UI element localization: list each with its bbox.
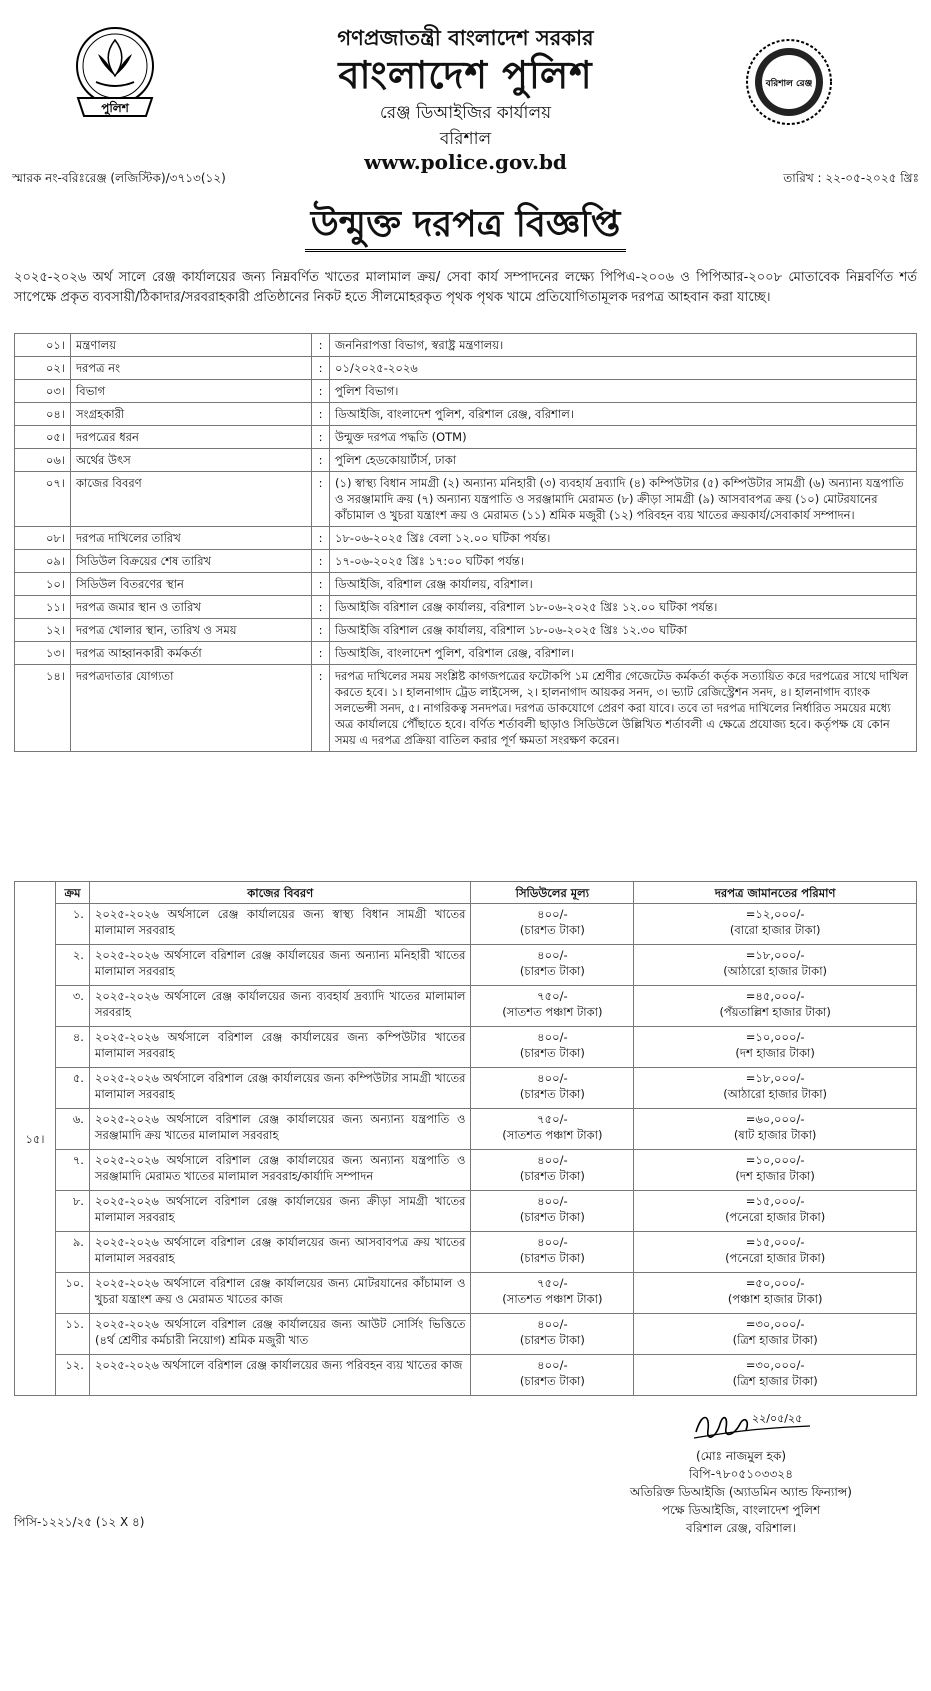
item-security-deposit bbox=[634, 1191, 917, 1232]
item-schedule-price bbox=[471, 1150, 634, 1191]
info-number: ০৫। bbox=[15, 426, 71, 449]
security-amount: =১৮,০০০/- bbox=[745, 1071, 805, 1085]
info-colon: : bbox=[312, 426, 330, 449]
memo-number: স্মারক নং-বরিঃরেঞ্জ (লজিস্টিক)/৩৭১৩(১২) bbox=[12, 171, 226, 185]
info-number: ১০। bbox=[15, 573, 71, 596]
schedule-price-amount: ৪০০/- bbox=[537, 1317, 568, 1331]
info-number: ১১। bbox=[15, 596, 71, 619]
item-security-deposit bbox=[634, 1273, 917, 1314]
header-description: কাজের বিবরণ bbox=[89, 882, 471, 904]
info-value: জননিরাপত্তা বিভাগ, স্বরাষ্ট্র মন্ত্রণালয়। bbox=[330, 334, 917, 357]
info-value: ডিআইজি বরিশাল রেঞ্জ কার্যালয়, বরিশাল ১৮-০৬-২০২৫ খ্রিঃ ১২.৩০ ঘটিকা bbox=[330, 619, 917, 642]
tender-items-table bbox=[14, 881, 917, 1396]
item-description: ২০২৫-২০২৬ অর্থসালে বরিশাল রেঞ্জ কার্যালয়ের জন্য অন্যান্য মনিহারী খাতের মালামাল সরবরাহ bbox=[89, 945, 471, 986]
info-number: ১৪। bbox=[15, 665, 71, 752]
header-serial: ক্রম bbox=[55, 882, 89, 904]
schedule-price-words: (চারশত টাকা) bbox=[519, 964, 585, 978]
item-schedule-price bbox=[471, 904, 634, 945]
item-row bbox=[15, 1109, 917, 1150]
item-description: ২০২৫-২০২৬ অর্থসালে রেঞ্জ কার্যালয়ের জন্য ব্যবহার্য দ্রব্যাদি খাতের মালামাল সরবরাহ bbox=[89, 986, 471, 1027]
info-value: ডিআইজি, বাংলাদেশ পুলিশ, বরিশাল রেঞ্জ, বরিশাল। bbox=[330, 403, 917, 426]
info-row bbox=[15, 426, 917, 449]
notice-title-text: উন্মুক্ত দরপত্র বিজ্ঞপ্তি bbox=[305, 204, 627, 252]
item-security-deposit bbox=[634, 1068, 917, 1109]
item-security-deposit bbox=[634, 1314, 917, 1355]
item-description: ২০২৫-২০২৬ অর্থসালে বরিশাল রেঞ্জ কার্যালয়ের জন্য আসবাবপত্র ক্রয় খাতের মালামাল সরবরাহ bbox=[89, 1232, 471, 1273]
item-description: ২০২৫-২০২৬ অর্থসালে বরিশাল রেঞ্জ কার্যালয়ের জন্য কম্পিউটার খাতের মালামাল সরবরাহ bbox=[89, 1027, 471, 1068]
security-words: (পনেরো হাজার টাকা) bbox=[725, 1210, 826, 1224]
info-colon: : bbox=[312, 472, 330, 527]
info-colon: : bbox=[312, 642, 330, 665]
schedule-price-words: (সাতশত পঞ্চাশ টাকা) bbox=[502, 1005, 603, 1019]
schedule-price-amount: ৪০০/- bbox=[537, 1071, 568, 1085]
officer-office: বরিশাল রেঞ্জ, বরিশাল। bbox=[686, 1521, 796, 1535]
item-security-deposit bbox=[634, 1027, 917, 1068]
item-security-deposit bbox=[634, 904, 917, 945]
signature-date: ২২/০৫/২৫ bbox=[752, 1412, 803, 1425]
office-name: রেঞ্জ ডিআইজির কার্যালয় bbox=[379, 103, 552, 123]
info-label: মন্ত্রণালয় bbox=[71, 334, 312, 357]
info-colon: : bbox=[312, 334, 330, 357]
security-amount: =৩০,০০০/- bbox=[745, 1358, 805, 1372]
item-serial: ৫. bbox=[55, 1068, 89, 1109]
item-schedule-price bbox=[471, 1109, 634, 1150]
security-amount: =১৫,০০০/- bbox=[745, 1194, 805, 1208]
print-code: পিসি-১২২১/২৫ (১২ X ৪) bbox=[14, 1515, 145, 1529]
item-row bbox=[15, 986, 917, 1027]
item-row bbox=[15, 945, 917, 986]
item-serial: ৮. bbox=[55, 1191, 89, 1232]
info-label: দরপত্র আহ্বানকারী কর্মকর্তা bbox=[71, 642, 312, 665]
schedule-price-words: (চারশত টাকা) bbox=[519, 1251, 585, 1265]
item-serial: ১. bbox=[55, 904, 89, 945]
item-serial: ১১. bbox=[55, 1314, 89, 1355]
seal-label: বরিশাল রেঞ্জ bbox=[765, 79, 813, 89]
info-label: দরপত্র নং bbox=[71, 357, 312, 380]
schedule-price-words: (চারশত টাকা) bbox=[519, 1210, 585, 1224]
schedule-price-amount: ৪০০/- bbox=[537, 1030, 568, 1044]
item-security-deposit bbox=[634, 1109, 917, 1150]
item-serial: ১২. bbox=[55, 1355, 89, 1396]
item-serial: ৩. bbox=[55, 986, 89, 1027]
schedule-price-words: (চারশত টাকা) bbox=[519, 1169, 585, 1183]
office-city: বরিশাল bbox=[439, 129, 492, 149]
security-amount: =১০,০০০/- bbox=[745, 1153, 805, 1167]
info-value: পুলিশ হেডকোয়ার্টার্স, ঢাকা bbox=[330, 449, 917, 472]
tender-info-table bbox=[14, 333, 917, 752]
security-words: (পঞ্চাশ হাজার টাকা) bbox=[727, 1292, 823, 1306]
security-words: (আঠারো হাজার টাকা) bbox=[723, 964, 828, 978]
info-colon: : bbox=[312, 665, 330, 752]
info-number: ০৯। bbox=[15, 550, 71, 573]
info-label: সিডিউল বিতরণের স্থান bbox=[71, 573, 312, 596]
info-number: ০৭। bbox=[15, 472, 71, 527]
info-number: ০৮। bbox=[15, 527, 71, 550]
items-header-row bbox=[15, 882, 917, 904]
info-row bbox=[15, 550, 917, 573]
item-schedule-price bbox=[471, 1314, 634, 1355]
notice-title bbox=[0, 197, 931, 257]
info-row bbox=[15, 403, 917, 426]
info-row bbox=[15, 334, 917, 357]
schedule-price-amount: ৪০০/- bbox=[537, 948, 568, 962]
info-row bbox=[15, 357, 917, 380]
item-schedule-price bbox=[471, 986, 634, 1027]
notice-date: তারিখ : ২২-০৫-২০২৫ খ্রিঃ bbox=[783, 171, 919, 185]
info-row bbox=[15, 472, 917, 527]
item-description: ২০২৫-২০২৬ অর্থসালে বরিশাল রেঞ্জ কার্যালয়ের জন্য কম্পিউটার সামগ্রী খাতের মালামাল সরবরাহ bbox=[89, 1068, 471, 1109]
info-value: ডিআইজি, বাংলাদেশ পুলিশ, বরিশাল রেঞ্জ, বরিশাল। bbox=[330, 642, 917, 665]
item-row bbox=[15, 1150, 917, 1191]
schedule-price-amount: ৭৫০/- bbox=[537, 989, 568, 1003]
item-security-deposit bbox=[634, 945, 917, 986]
intro-paragraph: ২০২৫-২০২৬ অর্থ সালে রেঞ্জ কার্যালয়ের জন্য নিম্নবর্ণিত খাতের মালামাল ক্রয়/ সেবা কার্য সম্পাদনের লক্ষ্যে পিপিএ-২০০৬ ও পিপিআর-২০০৮ মোতাবেক নিম্নবর্ণিত শর্ত সাপেক্ষে প্রকৃত ব্যবসায়ী/ঠিকাদার/সরবরাহকারী প্রতিষ্ঠানের নিকট হতে সীলমোহরকৃত পৃথক পৃথক খামে প্রতিযোগিতামূলক দরপত্র আহবান করা যাচ্ছে। bbox=[14, 270, 917, 305]
security-amount: =১০,০০০/- bbox=[745, 1030, 805, 1044]
items-section-number: ১৫। bbox=[15, 882, 56, 1396]
info-row bbox=[15, 642, 917, 665]
security-words: (বারো হাজার টাকা) bbox=[729, 923, 821, 937]
info-colon: : bbox=[312, 357, 330, 380]
security-words: (ত্রিশ হাজার টাকা) bbox=[732, 1374, 818, 1388]
security-amount: =৬০,০০০/- bbox=[745, 1112, 805, 1126]
item-row bbox=[15, 1191, 917, 1232]
info-number: ১২। bbox=[15, 619, 71, 642]
info-value: ডিআইজি, বরিশাল রেঞ্জ কার্যালয়, বরিশাল। bbox=[330, 573, 917, 596]
security-amount: =১২,০০০/- bbox=[745, 907, 805, 921]
item-row bbox=[15, 1273, 917, 1314]
item-schedule-price bbox=[471, 1027, 634, 1068]
info-value: ০১/২০২৫-২০২৬ bbox=[330, 357, 917, 380]
security-words: (পনেরো হাজার টাকা) bbox=[725, 1251, 826, 1265]
item-serial: ৯. bbox=[55, 1232, 89, 1273]
info-value: ডিআইজি বরিশাল রেঞ্জ কার্যালয়, বরিশাল ১৮-০৬-২০২৫ খ্রিঃ ১২.০০ ঘটিকা পর্যন্ত। bbox=[330, 596, 917, 619]
info-label: দরপত্রের ধরন bbox=[71, 426, 312, 449]
info-number: ০৪। bbox=[15, 403, 71, 426]
security-amount: =৩০,০০০/- bbox=[745, 1317, 805, 1331]
schedule-price-words: (সাতশত পঞ্চাশ টাকা) bbox=[502, 1128, 603, 1142]
schedule-price-amount: ৪০০/- bbox=[537, 1194, 568, 1208]
info-number: ০৩। bbox=[15, 380, 71, 403]
item-security-deposit bbox=[634, 986, 917, 1027]
info-colon: : bbox=[312, 527, 330, 550]
item-serial: ১০. bbox=[55, 1273, 89, 1314]
schedule-price-words: (চারশত টাকা) bbox=[519, 923, 585, 937]
signature-image bbox=[690, 1402, 815, 1450]
officer-name: (মোঃ নাজমুল হক) bbox=[695, 1449, 787, 1463]
info-label: দরপত্রদাতার যোগ্যতা bbox=[71, 665, 312, 752]
item-description: ২০২৫-২০২৬ অর্থসালে বরিশাল রেঞ্জ কার্যালয়ের জন্য আউট সোর্সিং ভিত্তিতে (৪র্থ শ্রেণীর কর্মচারী নিয়োগ) শ্রমিক মজুরী খাত bbox=[89, 1314, 471, 1355]
item-row bbox=[15, 1068, 917, 1109]
info-colon: : bbox=[312, 380, 330, 403]
security-amount: =৪৫,০০০/- bbox=[745, 989, 805, 1003]
info-label: দরপত্র দাখিলের তারিখ bbox=[71, 527, 312, 550]
info-number: ০৬। bbox=[15, 449, 71, 472]
info-label: দরপত্র খোলার স্থান, তারিখ ও সময় bbox=[71, 619, 312, 642]
info-label: অর্থের উৎস bbox=[71, 449, 312, 472]
item-description: ২০২৫-২০২৬ অর্থসালে রেঞ্জ কার্যালয়ের জন্য স্বাস্থ্য বিধান সামগ্রী খাতের মালামাল সরবরাহ bbox=[89, 904, 471, 945]
info-row bbox=[15, 596, 917, 619]
info-value: ১৮-০৬-২০২৫ খ্রিঃ বেলা ১২.০০ ঘটিকা পর্যন্ত। bbox=[330, 527, 917, 550]
item-row bbox=[15, 904, 917, 945]
info-colon: : bbox=[312, 403, 330, 426]
item-description: ২০২৫-২০২৬ অর্থসালে বরিশাল রেঞ্জ কার্যালয়ের জন্য পরিবহন ব্যয় খাতের কাজ bbox=[89, 1355, 471, 1396]
info-number: ০১। bbox=[15, 334, 71, 357]
item-security-deposit bbox=[634, 1232, 917, 1273]
info-label: দরপত্র জমার স্থান ও তারিখ bbox=[71, 596, 312, 619]
item-row bbox=[15, 1027, 917, 1068]
security-amount: =১৮,০০০/- bbox=[745, 948, 805, 962]
schedule-price-amount: ৭৫০/- bbox=[537, 1276, 568, 1290]
info-row bbox=[15, 619, 917, 642]
item-schedule-price bbox=[471, 945, 634, 986]
security-words: (ষাট হাজার টাকা) bbox=[733, 1128, 817, 1142]
info-value: দরপত্র দাখিলের সময় সংশ্লিষ্ট কাগজপত্রের ফটোকপি ১ম শ্রেণীর গেজেটেড কর্মকর্তা কর্তৃক সত্যায়িত করে দরপত্রের সাথে দাখিল করতে হবে। ১। হালনাগাদ ট্রেড লাইসেন্স, ২। হালনাগাদ আয়কর সনদ, ৩। ভ্যাট রেজিস্ট্রেশন সনদ, ৪। হালনাগাদ ব্যাংক সলভেন্সী সনদ, ৫। নাগরিকত্ব সনদপত্র। দরপত্র ডাকযোগে প্রেরণ করা যাবে। তবে তা দরপত্র দাখিলের নির্ধারিত সময়ের মধ্যে অত্র কার্যালয়ে পৌঁছাতে হবে। বর্ণিত শর্তাবলী ছাড়াও সিডিউলে উল্লিখিত শর্তাবলী এ ক্ষেত্রে প্রযোজ্য হবে। কর্তৃপক্ষ যে কোন সময় এ দরপত্র প্রক্রিয়া বাতিল করার পূর্ণ ক্ষমতা সংরক্ষণ করেন। bbox=[330, 665, 917, 752]
item-row bbox=[15, 1314, 917, 1355]
item-schedule-price bbox=[471, 1068, 634, 1109]
schedule-price-words: (চারশত টাকা) bbox=[519, 1046, 585, 1060]
schedule-price-words: (চারশত টাকা) bbox=[519, 1087, 585, 1101]
info-row bbox=[15, 665, 917, 752]
info-colon: : bbox=[312, 573, 330, 596]
item-security-deposit bbox=[634, 1355, 917, 1396]
info-row bbox=[15, 449, 917, 472]
security-words: (পঁয়তাল্লিশ হাজার টাকা) bbox=[719, 1005, 831, 1019]
officer-title: অতিরিক্ত ডিআইজি (অ্যাডমিন অ্যান্ড ফিন্যান্স) bbox=[630, 1485, 852, 1499]
info-label: সংগ্রহকারী bbox=[71, 403, 312, 426]
info-row bbox=[15, 527, 917, 550]
officer-bp-number: বিপি-৭৮০৫১০৩৩২৪ bbox=[689, 1467, 793, 1481]
government-name: গণপ্রজাতন্ত্রী বাংলাদেশ সরকার bbox=[337, 26, 594, 50]
security-words: (ত্রিশ হাজার টাকা) bbox=[732, 1333, 818, 1347]
info-label: বিভাগ bbox=[71, 380, 312, 403]
info-label: সিডিউল বিক্রয়ের শেষ তারিখ bbox=[71, 550, 312, 573]
schedule-price-amount: ৪০০/- bbox=[537, 1358, 568, 1372]
item-row bbox=[15, 1355, 917, 1396]
item-serial: ৪. bbox=[55, 1027, 89, 1068]
item-schedule-price bbox=[471, 1355, 634, 1396]
item-description: ২০২৫-২০২৬ অর্থসালে বরিশাল রেঞ্জ কার্যালয়ের জন্য অন্যান্য যন্ত্রপাতি ও সরঞ্জামাদি ক্রয় খাতের মালামাল সরবরাহ bbox=[89, 1109, 471, 1150]
info-row bbox=[15, 380, 917, 403]
info-number: ১৩। bbox=[15, 642, 71, 665]
security-words: (দশ হাজার টাকা) bbox=[735, 1169, 815, 1183]
emblem-label: পুলিশ bbox=[101, 101, 129, 115]
header-schedule-price: সিডিউলের মূল্য bbox=[471, 882, 634, 904]
security-amount: =১৫,০০০/- bbox=[745, 1235, 805, 1249]
info-colon: : bbox=[312, 550, 330, 573]
officer-designation: পক্ষে ডিআইজি, বাংলাদেশ পুলিশ bbox=[661, 1503, 821, 1517]
info-colon: : bbox=[312, 596, 330, 619]
website-link[interactable]: www.police.gov.bd bbox=[364, 150, 567, 174]
info-colon: : bbox=[312, 619, 330, 642]
item-serial: ৭. bbox=[55, 1150, 89, 1191]
item-schedule-price bbox=[471, 1191, 634, 1232]
info-colon: : bbox=[312, 449, 330, 472]
item-schedule-price bbox=[471, 1232, 634, 1273]
item-row bbox=[15, 1232, 917, 1273]
item-serial: ২. bbox=[55, 945, 89, 986]
info-value: (১) স্বাস্থ্য বিধান সামগ্রী (২) অন্যান্য মনিহারী (৩) ব্যবহার্য দ্রব্যাদি (৪) কম্পিউটার (৫) কম্পিউটার সামগ্রী (৬) অন্যান্য যন্ত্রপাতি ও সরঞ্জামাদি ক্রয় (৭) অন্যান্য যন্ত্রপাতি ও সরঞ্জামাদি মেরামত (৮) ক্রীড়া সামগ্রী (৯) আসবাবপত্র ক্রয় (১০) মোটরযানের কাঁচামাল ও খুচরা যন্ত্রাংশ ক্রয় ও মেরামত (১১) শ্রমিক মজুরী (১২) পরিবহন ব্যয় খাতের ক্রয়কার্য/সেবাকার্য সম্পাদন। bbox=[330, 472, 917, 527]
schedule-price-amount: ৪০০/- bbox=[537, 1235, 568, 1249]
item-description: ২০২৫-২০২৬ অর্থসালে বরিশাল রেঞ্জ কার্যালয়ের জন্য অন্যান্য যন্ত্রপাতি ও সরঞ্জামাদি মেরামত খাতের মালামাল সরবরাহ/কার্যাদি সম্পাদন bbox=[89, 1150, 471, 1191]
info-value: উন্মুক্ত দরপত্র পদ্ধতি (OTM) bbox=[330, 426, 917, 449]
schedule-price-amount: ৪০০/- bbox=[537, 1153, 568, 1167]
info-number: ০২। bbox=[15, 357, 71, 380]
schedule-price-words: (চারশত টাকা) bbox=[519, 1374, 585, 1388]
item-security-deposit bbox=[634, 1150, 917, 1191]
item-description: ২০২৫-২০২৬ অর্থসালে বরিশাল রেঞ্জ কার্যালয়ের জন্য মোটরযানের কাঁচামাল ও খুচরা যন্ত্রাংশ ক্রয় ও মেরামত খাতের কাজ bbox=[89, 1273, 471, 1314]
security-words: (দশ হাজার টাকা) bbox=[735, 1046, 815, 1060]
item-serial: ৬. bbox=[55, 1109, 89, 1150]
info-label: কাজের বিবরণ bbox=[71, 472, 312, 527]
info-value: পুলিশ বিভাগ। bbox=[330, 380, 917, 403]
item-description: ২০২৫-২০২৬ অর্থসালে বরিশাল রেঞ্জ কার্যালয়ের জন্য ক্রীড়া সামগ্রী খাতের মালামাল সরবরাহ bbox=[89, 1191, 471, 1232]
schedule-price-words: (চারশত টাকা) bbox=[519, 1333, 585, 1347]
security-words: (আঠারো হাজার টাকা) bbox=[723, 1087, 828, 1101]
header-security: দরপত্র জামানতের পরিমাণ bbox=[634, 882, 917, 904]
security-amount: =৫০,০০০/- bbox=[745, 1276, 805, 1290]
info-value: ১৭-০৬-২০২৫ খ্রিঃ ১৭:০০ ঘটিকা পর্যন্ত। bbox=[330, 550, 917, 573]
schedule-price-amount: ৭৫০/- bbox=[537, 1112, 568, 1126]
item-schedule-price bbox=[471, 1273, 634, 1314]
organization-name: বাংলাদেশ পুলিশ bbox=[338, 53, 593, 97]
schedule-price-amount: ৪০০/- bbox=[537, 907, 568, 921]
info-row bbox=[15, 573, 917, 596]
schedule-price-words: (সাতশত পঞ্চাশ টাকা) bbox=[502, 1292, 603, 1306]
